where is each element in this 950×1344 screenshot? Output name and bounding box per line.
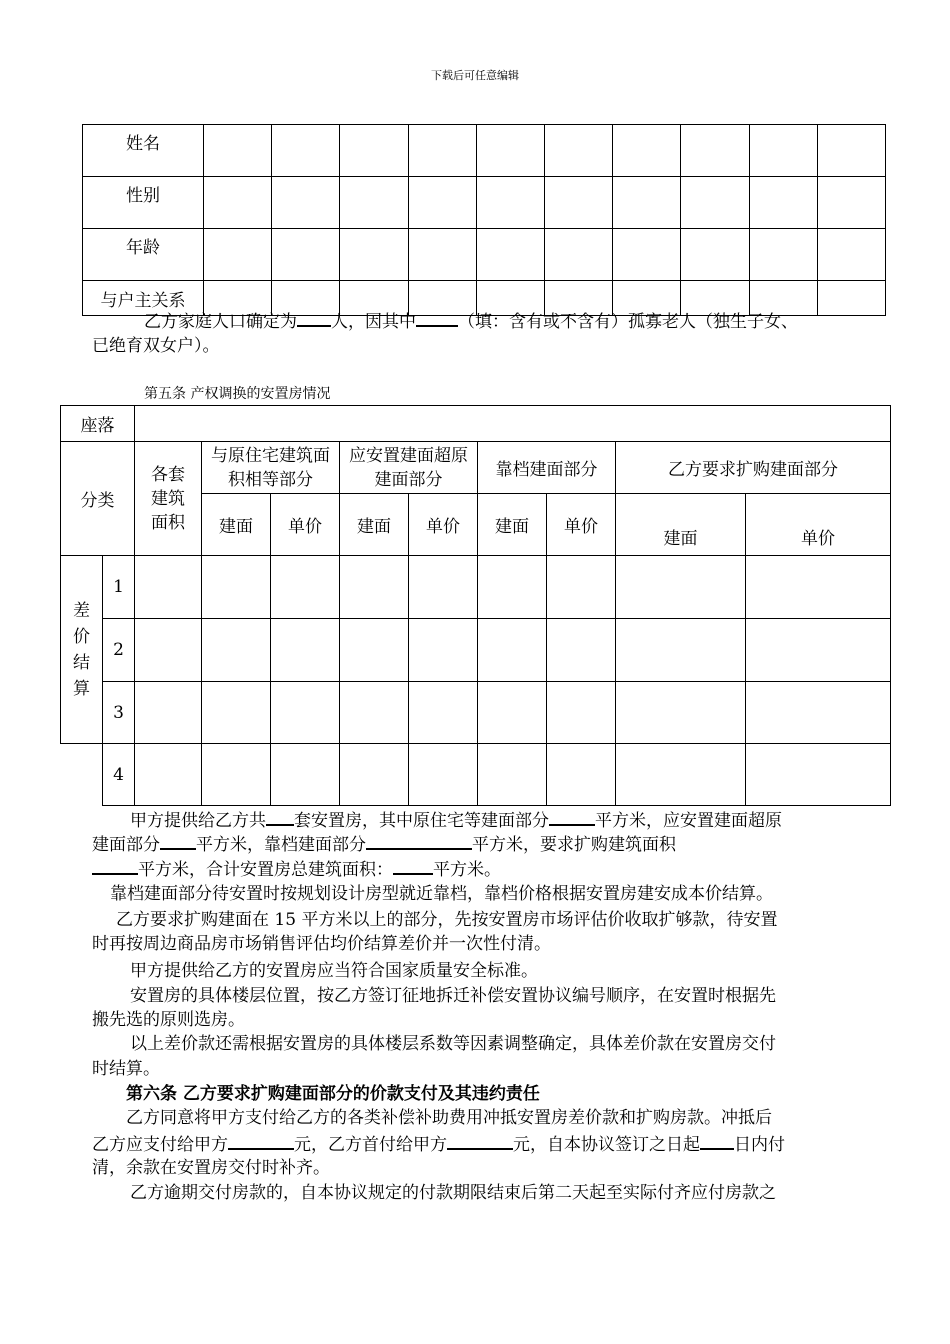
input-cell[interactable] xyxy=(272,177,340,229)
input-cell[interactable] xyxy=(408,229,476,281)
table-row xyxy=(61,682,891,744)
input-cell[interactable] xyxy=(340,125,408,177)
row-label: 年龄 xyxy=(83,229,204,281)
input-cell[interactable] xyxy=(544,229,612,281)
text: 元，自本协议签订之日起 xyxy=(513,1135,700,1155)
input-cell[interactable] xyxy=(202,619,271,682)
text: 建面部分 xyxy=(92,835,160,855)
payment-paragraph: 乙方同意将甲方支付给乙方的各类补偿补助费用冲抵安置房差价款和扩购房款。冲抵后 xyxy=(126,1108,772,1128)
input-cell[interactable] xyxy=(340,556,409,619)
floor-paragraph-cont: 搬先选的原则选房。 xyxy=(92,1010,245,1030)
text: 乙方应支付给甲方 xyxy=(92,1135,228,1155)
input-cell[interactable] xyxy=(408,125,476,177)
row-label: 姓名 xyxy=(83,125,204,177)
total-area-blank[interactable] xyxy=(393,855,433,875)
section5-title: 第五条 产权调换的安置房情况 xyxy=(144,386,331,402)
input-cell[interactable] xyxy=(478,744,547,806)
area-header: 建面 xyxy=(340,494,409,556)
down-payment-blank[interactable] xyxy=(447,1130,513,1150)
price-header: 单价 xyxy=(547,494,616,556)
table-row xyxy=(61,556,891,619)
group-purchase-label: 乙方要求扩购建面部分 xyxy=(616,442,891,494)
input-cell[interactable] xyxy=(135,556,202,619)
units-blank[interactable] xyxy=(266,806,294,826)
input-cell[interactable] xyxy=(749,177,817,229)
input-cell[interactable] xyxy=(616,556,746,619)
input-cell[interactable] xyxy=(817,125,885,177)
contains-blank[interactable] xyxy=(416,307,458,327)
input-cell[interactable] xyxy=(817,229,885,281)
household-paragraph xyxy=(144,307,798,335)
table-row xyxy=(61,406,891,442)
floor-paragraph: 安置房的具体楼层位置，按乙方签订征地拆迁补偿安置协议编号顺序，在安置时根据先 xyxy=(130,986,776,1006)
input-cell[interactable] xyxy=(271,619,340,682)
text: 人，因其中 xyxy=(331,312,416,332)
input-cell[interactable] xyxy=(202,744,271,806)
table-row xyxy=(61,619,891,682)
input-cell[interactable] xyxy=(272,125,340,177)
input-cell[interactable] xyxy=(616,682,746,744)
text: 平方米，靠档建面部分 xyxy=(196,835,366,855)
adjust-paragraph: 靠档建面部分待安置时按规划设计房型就近靠档，靠档价格根据安置房建安成本价结算。 xyxy=(110,884,773,904)
table-row xyxy=(61,744,891,806)
payment-paragraph-line3: 清，余款在安置房交付时补齐。 xyxy=(92,1158,330,1178)
row-label: 性别 xyxy=(83,177,204,229)
input-cell[interactable] xyxy=(204,177,272,229)
text: （填：含有或不含有）孤寡老人（独生子女、 xyxy=(458,312,798,332)
text: 乙方家庭人口确定为 xyxy=(144,312,297,332)
input-cell[interactable] xyxy=(613,125,681,177)
group-equal-label: 与原住宅建筑面积相等部分 xyxy=(202,442,340,494)
family-members-table xyxy=(82,124,886,316)
input-cell[interactable] xyxy=(409,744,478,806)
input-cell[interactable] xyxy=(681,125,749,177)
input-cell[interactable] xyxy=(613,229,681,281)
input-cell[interactable] xyxy=(681,177,749,229)
text: 平方米，合计安置房总建筑面积： xyxy=(138,860,393,880)
input-cell[interactable] xyxy=(476,125,544,177)
group-exceed-label: 应安置建面超原建面部分 xyxy=(340,442,478,494)
text: 甲方提供给乙方共 xyxy=(130,811,266,831)
price-header: 单价 xyxy=(271,494,340,556)
input-cell[interactable] xyxy=(547,556,616,619)
input-cell[interactable] xyxy=(340,619,409,682)
input-cell[interactable] xyxy=(409,682,478,744)
input-cell[interactable] xyxy=(271,556,340,619)
empty-cell xyxy=(61,744,103,806)
housing-paragraph-line3 xyxy=(92,855,501,883)
text: 平方米，应安置建面超原 xyxy=(595,811,782,831)
page-header: 下载后可任意编辑 xyxy=(431,69,519,82)
payable-amount-blank[interactable] xyxy=(228,1130,294,1150)
input-cell[interactable] xyxy=(271,744,340,806)
purchase-paragraph-cont: 时再按周边商品房市场销售评估均价结算差价并一次性付清。 xyxy=(92,934,551,954)
purchase-paragraph: 乙方要求扩购建面在 15 平方米以上的部分，先按安置房市场评估价收取扩够款，待安置 xyxy=(116,910,778,930)
input-cell[interactable] xyxy=(202,682,271,744)
location-input[interactable] xyxy=(135,406,891,442)
input-cell[interactable] xyxy=(271,682,340,744)
text: 平方米，要求扩购建筑面积 xyxy=(472,835,676,855)
group-adjust-label: 靠档建面部分 xyxy=(478,442,616,494)
row-number: 1 xyxy=(103,556,135,619)
price-header: 单价 xyxy=(409,494,478,556)
input-cell[interactable] xyxy=(749,229,817,281)
input-cell[interactable] xyxy=(613,177,681,229)
text: 元，乙方首付给甲方 xyxy=(294,1135,447,1155)
section6-title: 第六条 乙方要求扩购建面部分的价款支付及其违约责任 xyxy=(126,1084,540,1104)
input-cell[interactable] xyxy=(204,125,272,177)
input-cell[interactable] xyxy=(817,281,885,316)
area-header: 建面 xyxy=(202,494,271,556)
overdue-paragraph: 乙方逾期交付房款的，自本协议规定的付款期限结束后第二天起至实际付齐应付房款之 xyxy=(130,1183,776,1203)
input-cell[interactable] xyxy=(817,177,885,229)
area-header: 建面 xyxy=(616,494,746,556)
input-cell[interactable] xyxy=(544,177,612,229)
household-paragraph-cont: 已绝育双女户）。 xyxy=(92,336,220,356)
price-header: 单价 xyxy=(746,494,891,556)
housing-paragraph-line2 xyxy=(92,830,676,858)
input-cell[interactable] xyxy=(681,229,749,281)
text: 平方米。 xyxy=(433,860,501,880)
row-number: 3 xyxy=(103,682,135,744)
input-cell[interactable] xyxy=(547,682,616,744)
row-label: 与户主关系 xyxy=(83,281,204,316)
quality-paragraph: 甲方提供给乙方的安置房应当符合国家质量安全标准。 xyxy=(130,961,538,981)
input-cell[interactable] xyxy=(476,229,544,281)
input-cell[interactable] xyxy=(478,556,547,619)
days-blank[interactable] xyxy=(700,1130,734,1150)
input-cell[interactable] xyxy=(340,682,409,744)
text: 套安置房，其中原住宅等建面部分 xyxy=(294,811,549,831)
input-cell[interactable] xyxy=(476,177,544,229)
diff-settlement-label: 差价结算 xyxy=(61,556,103,744)
input-cell[interactable] xyxy=(478,682,547,744)
count-blank[interactable] xyxy=(297,307,331,327)
input-cell[interactable] xyxy=(135,744,202,806)
input-cell[interactable] xyxy=(340,744,409,806)
input-cell[interactable] xyxy=(547,619,616,682)
text: 日内付 xyxy=(734,1135,785,1155)
input-cell[interactable] xyxy=(746,682,891,744)
input-cell[interactable] xyxy=(272,229,340,281)
input-cell[interactable] xyxy=(746,619,891,682)
input-cell[interactable] xyxy=(409,619,478,682)
row-number: 2 xyxy=(103,619,135,682)
each-area-label: 各套建筑面积 xyxy=(135,442,202,556)
category-label: 分类 xyxy=(61,442,135,556)
input-cell[interactable] xyxy=(616,619,746,682)
input-cell[interactable] xyxy=(544,125,612,177)
table-row xyxy=(83,177,886,229)
input-cell[interactable] xyxy=(616,744,746,806)
table-row xyxy=(83,125,886,177)
exceed-area-blank[interactable] xyxy=(160,830,196,850)
resettlement-table xyxy=(60,405,891,806)
input-cell[interactable] xyxy=(135,619,202,682)
input-cell[interactable] xyxy=(478,619,547,682)
row-number: 4 xyxy=(103,744,135,806)
payment-paragraph-line2 xyxy=(92,1130,785,1158)
equal-area-blank[interactable] xyxy=(549,806,595,826)
input-cell[interactable] xyxy=(547,744,616,806)
area-header: 建面 xyxy=(478,494,547,556)
input-cell[interactable] xyxy=(340,229,408,281)
table-row xyxy=(83,229,886,281)
input-cell[interactable] xyxy=(135,682,202,744)
input-cell[interactable] xyxy=(749,125,817,177)
purchase-area-blank[interactable] xyxy=(92,855,138,875)
input-cell[interactable] xyxy=(408,177,476,229)
diff-paragraph-cont: 时结算。 xyxy=(92,1059,160,1079)
table-row xyxy=(61,442,891,494)
adjust-area-blank[interactable] xyxy=(366,830,472,850)
input-cell[interactable] xyxy=(409,556,478,619)
input-cell[interactable] xyxy=(746,744,891,806)
input-cell[interactable] xyxy=(204,229,272,281)
input-cell[interactable] xyxy=(202,556,271,619)
diff-paragraph: 以上差价款还需根据安置房的具体楼层系数等因素调整确定，具体差价款在安置房交付 xyxy=(130,1034,776,1054)
input-cell[interactable] xyxy=(340,177,408,229)
location-label: 座落 xyxy=(61,406,135,442)
input-cell[interactable] xyxy=(746,556,891,619)
